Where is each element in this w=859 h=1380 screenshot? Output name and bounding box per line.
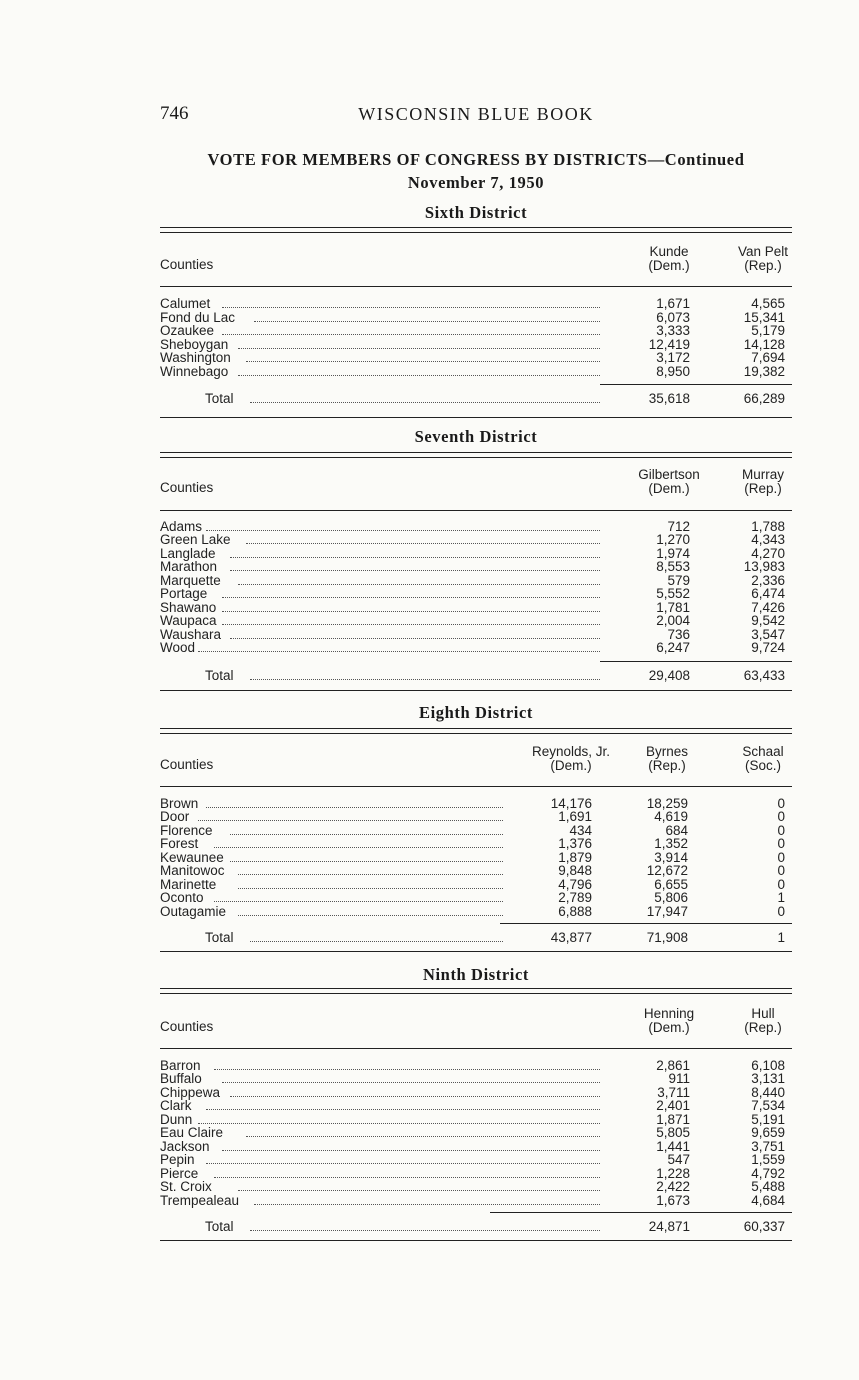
county-row [160,905,792,919]
county-row [160,824,792,838]
double-rule [160,988,792,994]
candidate-header [703,745,823,773]
vote-count: 736 [667,626,690,642]
county-row [160,641,792,655]
county-name: Oconto [160,890,204,906]
vote-count: 9,659 [751,1125,785,1141]
vote-count: 63,433 [743,668,785,683]
vote-count: 1,673 [656,1192,690,1208]
vote-count: 18,259 [646,796,688,811]
dot-leader [238,338,600,352]
dot-leader [222,587,600,601]
vote-count: 1 [777,930,785,945]
candidate-party: (Dem.) [648,1020,690,1035]
county-row [160,547,792,561]
candidate-party: (Dem.) [550,758,592,773]
candidate-name: Murray [741,467,784,482]
vote-count: 6,655 [654,876,688,892]
dot-leader [250,392,600,406]
dot-leader [238,574,600,588]
county-name: Portage [160,586,208,602]
vote-count: 3,172 [656,350,690,365]
header-rule [160,786,792,787]
county-name: Dunn [160,1111,193,1127]
dot-leader [214,837,503,851]
vote-count: 3,751 [751,1138,785,1154]
vote-count: 5,488 [751,1179,785,1195]
vote-count: 4,343 [751,532,785,548]
county-row [160,1180,792,1194]
county-row [160,1126,792,1140]
vote-count: 5,805 [656,1125,690,1141]
county-row [160,297,792,311]
county-name: Clark [160,1098,192,1114]
county-row [160,810,792,824]
vote-count: 19,382 [743,363,785,379]
vote-count: 6,073 [656,309,690,325]
counties-header: Counties [160,1019,214,1034]
county-row [160,533,792,547]
county-row [160,891,792,905]
vote-count: 0 [777,903,785,919]
candidate-name: Kunde [649,244,689,259]
dot-leader [206,1099,600,1113]
candidate-party: (Rep.) [744,1020,782,1035]
dot-leader [238,878,503,892]
county-row [160,614,792,628]
total-rule [600,661,792,662]
total-row [160,669,792,683]
county-name: Adams [160,519,203,534]
vote-count: 14,128 [743,336,785,352]
vote-count: 1,879 [558,849,592,865]
county-name: Sheboygan [160,336,229,352]
vote-count: 684 [665,822,688,838]
vote-count: 434 [569,822,592,838]
bottom-rule [160,690,792,691]
dot-leader [246,533,600,547]
county-row [160,574,792,588]
county-name: Marquette [160,572,221,588]
vote-count: 1,871 [656,1111,690,1127]
vote-count: 9,542 [751,613,785,629]
dot-leader [230,824,503,838]
header-rule [160,1048,792,1049]
vote-count: 17,947 [646,903,688,919]
candidate-party: (Dem.) [648,258,690,273]
header-rule [160,510,792,511]
vote-count: 12,419 [648,336,690,352]
vote-count: 1 [777,890,785,906]
dot-leader [238,905,503,919]
dot-leader [214,1059,600,1073]
vote-count: 43,877 [550,930,592,945]
vote-count: 1,270 [656,532,690,548]
counties-header: Counties [160,757,214,772]
county-row [160,1153,792,1167]
dot-leader [238,864,503,878]
county-name: Calumet [160,296,211,311]
dot-leader [250,931,503,945]
dot-leader [230,547,600,561]
county-name: Marinette [160,876,217,892]
county-row [160,1140,792,1154]
dot-leader [198,1113,600,1127]
county-row [160,351,792,365]
vote-count: 1,671 [656,296,690,311]
total-row [160,392,792,406]
counties-header: Counties [160,257,214,272]
candidate-name: Henning [643,1006,695,1021]
dot-leader [206,797,503,811]
county-row [160,601,792,615]
county-name: Ozaukee [160,323,215,338]
county-row [160,311,792,325]
county-name: Green Lake [160,532,231,548]
vote-count: 6,474 [751,586,785,602]
vote-count: 4,792 [751,1165,785,1181]
vote-count: 3,914 [654,849,688,865]
county-name: Pepin [160,1152,195,1168]
county-name: Trempealeau [160,1192,240,1208]
candidate-name: Gilbertson [638,467,700,482]
dot-leader [222,1072,600,1086]
book-title: WISCONSIN BLUE BOOK [358,104,594,124]
dot-leader [222,324,600,338]
vote-count: 1,559 [751,1152,785,1168]
county-name: Pierce [160,1165,199,1181]
county-name: Jackson [160,1138,210,1154]
candidate-party: (Dem.) [648,481,690,496]
vote-count: 911 [668,1071,690,1087]
dot-leader [198,641,600,655]
vote-count: 8,553 [656,559,690,575]
dot-leader [198,810,503,824]
dot-leader [222,601,600,615]
counties-header: Counties [160,480,214,495]
candidate-header [703,1007,823,1035]
county-row [160,1059,792,1073]
vote-count: 0 [777,796,785,811]
double-rule [160,452,792,458]
vote-count: 2,336 [751,572,785,588]
total-label: Total [205,930,234,945]
vote-count: 1,788 [751,519,785,534]
vote-count: 0 [777,876,785,892]
double-rule [160,728,792,734]
vote-count: 5,191 [751,1111,785,1127]
dot-leader [214,1167,600,1181]
vote-count: 6,108 [751,1058,785,1073]
dot-leader [238,1180,600,1194]
county-row [160,1113,792,1127]
dot-leader [254,1194,600,1208]
county-name: Eau Claire [160,1125,224,1141]
bottom-rule [160,417,792,418]
county-name: Wood [160,640,196,656]
candidate-party: (Rep.) [648,758,686,773]
dot-leader [230,1086,600,1100]
vote-count: 15,341 [743,309,785,325]
county-name: Fond du Lac [160,309,236,325]
dot-leader [246,351,600,365]
vote-count: 7,534 [751,1098,785,1114]
dot-leader [222,614,600,628]
dot-leader [222,297,600,311]
dot-leader [250,669,600,683]
county-name: St. Croix [160,1179,212,1195]
vote-count: 0 [777,849,785,865]
county-row [160,560,792,574]
vote-count: 3,333 [656,323,690,338]
vote-count: 2,422 [656,1179,690,1195]
county-name: Kewaunee [160,849,224,865]
vote-count: 4,684 [751,1192,785,1208]
candidate-name: Schaal [742,744,784,759]
vote-count: 5,552 [656,586,690,602]
total-label: Total [205,668,234,683]
vote-count: 14,176 [550,796,592,811]
candidate-header [703,245,823,273]
vote-count: 0 [777,836,785,852]
district-title: Eighth District [419,703,533,722]
district-title: Seventh District [414,427,538,446]
dot-leader [230,560,600,574]
county-name: Washington [160,350,231,365]
dot-leader [206,1153,600,1167]
vote-count: 7,426 [751,599,785,615]
total-row [160,1220,792,1234]
county-name: Outagamie [160,903,227,919]
vote-count: 6,247 [656,640,690,656]
vote-count: 2,789 [558,890,592,906]
vote-count: 1,691 [558,809,592,825]
vote-count: 13,983 [743,559,785,575]
county-row [160,1167,792,1181]
total-label: Total [205,391,234,406]
county-name: Barron [160,1058,201,1073]
county-row [160,864,792,878]
vote-count: 3,711 [657,1084,690,1100]
candidate-name: Van Pelt [737,244,789,259]
county-name: Forest [160,836,199,852]
vote-count: 2,861 [656,1058,690,1073]
election-date: November 7, 1950 [407,173,545,192]
page-number: 746 [160,103,189,124]
vote-count: 1,781 [656,599,690,615]
vote-count: 7,694 [751,350,785,365]
vote-count: 60,337 [743,1219,785,1234]
vote-count: 1,228 [656,1165,690,1181]
vote-count: 4,796 [558,876,592,892]
vote-count: 0 [777,822,785,838]
county-row [160,324,792,338]
dot-leader [214,891,503,905]
county-name: Buffalo [160,1071,202,1087]
county-row [160,1086,792,1100]
page-title: VOTE FOR MEMBERS OF CONGRESS BY DISTRICTS—Continued [207,150,745,169]
vote-count: 4,565 [751,296,785,311]
candidate-name: Reynolds, Jr. [531,744,611,759]
county-name: Brown [160,796,199,811]
county-row [160,878,792,892]
vote-count: 1,376 [558,836,592,852]
county-row [160,365,792,379]
dot-leader [254,311,600,325]
dot-leader [246,1126,600,1140]
vote-count: 0 [777,863,785,879]
vote-count: 5,806 [654,890,688,906]
vote-count: 8,950 [656,363,690,379]
county-name: Florence [160,822,213,838]
candidate-name: Byrnes [645,744,689,759]
county-row [160,628,792,642]
vote-count: 3,131 [751,1071,785,1087]
candidate-name: Hull [751,1006,775,1021]
county-row [160,1072,792,1086]
vote-count: 2,401 [656,1098,690,1114]
vote-count: 4,619 [654,809,688,825]
vote-count: 5,179 [751,323,785,338]
vote-count: 35,618 [648,391,690,406]
vote-count: 4,270 [751,545,785,561]
dot-leader [230,851,503,865]
bottom-rule [160,1240,792,1241]
county-name: Langlade [160,545,216,561]
vote-count: 3,547 [751,626,785,642]
dot-leader [250,1220,600,1234]
county-name: Door [160,809,190,825]
county-row [160,1099,792,1113]
county-name: Manitowoc [160,863,225,879]
vote-count: 66,289 [743,391,785,406]
county-row [160,587,792,601]
vote-count: 0 [777,809,785,825]
vote-count: 9,724 [751,640,785,656]
county-row [160,797,792,811]
county-row [160,520,792,534]
county-row [160,837,792,851]
candidate-party: (Soc.) [744,758,781,773]
vote-count: 2,004 [656,613,690,629]
county-name: Waushara [160,626,222,642]
dot-leader [230,628,600,642]
county-row [160,1194,792,1208]
total-row [160,931,792,945]
bottom-rule [160,951,792,952]
total-label: Total [205,1219,234,1234]
total-rule [500,923,792,924]
district-title: Ninth District [422,965,529,984]
total-rule [490,1212,792,1213]
county-row [160,338,792,352]
county-name: Shawano [160,599,217,615]
county-name: Marathon [160,559,218,575]
vote-count: 1,352 [654,836,688,852]
district-title: Sixth District [424,203,528,222]
double-rule [160,227,792,233]
vote-count: 712 [667,519,690,534]
vote-count: 547 [667,1152,690,1168]
county-name: Waupaca [160,613,217,629]
candidate-party: (Rep.) [744,258,782,273]
vote-count: 579 [667,572,690,588]
dot-leader [222,1140,600,1154]
vote-count: 12,672 [646,863,688,879]
vote-count: 9,848 [558,863,592,879]
candidate-party: (Rep.) [744,481,782,496]
county-row [160,851,792,865]
vote-count: 1,974 [656,545,690,561]
county-name: Chippewa [160,1084,221,1100]
dot-leader [206,520,600,534]
vote-count: 24,871 [648,1219,690,1234]
vote-count: 8,440 [751,1084,785,1100]
vote-count: 71,908 [646,930,688,945]
running-header [160,103,792,129]
header-rule [160,286,792,287]
vote-count: 1,441 [656,1138,690,1154]
total-rule [600,384,792,385]
vote-count: 29,408 [648,668,690,683]
candidate-header [703,468,823,496]
county-name: Winnebago [160,363,229,379]
vote-count: 6,888 [558,903,592,919]
dot-leader [238,365,600,379]
